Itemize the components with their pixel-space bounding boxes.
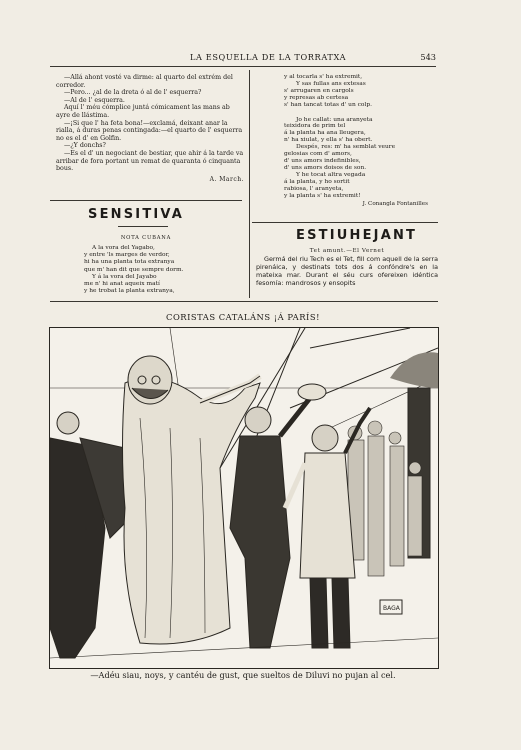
- story-ending: [56, 74, 244, 183]
- poem-line: Despés, res: m' ha semblat veure: [296, 144, 396, 151]
- poem-line: que m' han dit que sempre dorm.: [84, 266, 184, 273]
- poem-ending: [284, 74, 438, 208]
- poem-line: y entre 'ls marges de verdor,: [84, 252, 170, 259]
- poem-line: Y he tocat altra vegada: [296, 171, 366, 178]
- page-number: 543: [420, 52, 436, 62]
- column-divider: [249, 70, 250, 298]
- poem-line: n' ha xiulat, y ella s' ha obert.: [284, 137, 373, 144]
- paragraph: —¿Y donchs?: [64, 142, 106, 150]
- paragraph: —Es el d' un negociant de bestiar, que ahir á la tarde va arribar de fora portant un remat de quaranta ó cinquanta bous.: [56, 149, 244, 173]
- poem-line: teixidora de prim tel: [284, 123, 346, 130]
- poem-line: y la planta s' ha extremit!: [284, 192, 361, 199]
- paragraph: —Al de l' esquerra.: [64, 96, 125, 104]
- poem-line: A la vora del Yagabo,: [92, 245, 155, 251]
- paragraph: —Pero... ¿al de la dreta ó al de l' esquerra?: [64, 89, 202, 97]
- poem-line: gelosias com d' amors,: [284, 151, 352, 158]
- poem-line: á la planta ha ana lleugera,: [284, 130, 366, 137]
- poem-subtitle: NOTA CUBANA: [120, 235, 172, 241]
- signature: A. March.: [209, 175, 244, 183]
- poem-line: hi ha una planta tota extranya: [84, 259, 175, 266]
- illustration-drawing: [50, 328, 438, 668]
- header-rule: [50, 66, 436, 67]
- poem-line: me n' hi anat aqueix matí: [84, 281, 160, 288]
- publication-title: LA ESQUELLA DE LA TORRATXA: [190, 52, 347, 62]
- poem-line: Jo he callat: una aranyeta: [296, 116, 373, 123]
- article-subtitle: Tet amunt.—El Vernet: [309, 248, 385, 254]
- poem-body: [84, 245, 244, 295]
- paragraph: —¡Si que l' ha feta bona!—exclamá, deixant anar la rialla, á duras penas contingada:—el quarto de l' esquerra no es el d' en Golfin.: [56, 119, 243, 142]
- poem-line: rabiosa, l' aranyeta,: [284, 185, 344, 192]
- poem-title: SENSITIVA: [88, 207, 185, 222]
- illustration-caption: —Adéu siau, noys, y cantéu de gust, que sueltos de Diluvi no pujan al cel.: [90, 670, 396, 680]
- poem-line: d' uns amors doisos de son.: [284, 164, 367, 171]
- poem-line: d' uns amors indefinibles,: [284, 157, 361, 164]
- poem-line: á la planta, y ho sortit: [284, 178, 350, 185]
- title-rule: [118, 226, 168, 227]
- paragraph: Aquí l' méu cómplice juntá cómicament las mans ab ayre de llástima.: [56, 104, 230, 119]
- article-body: [256, 256, 438, 288]
- poem-line: s' arrugaren en cargols: [284, 87, 354, 94]
- poem-line: Y á la vora del Jayabo: [92, 273, 157, 280]
- section-rule: [50, 301, 438, 302]
- illustration-title: CORISTAS CATALÁNS ¡Á PARÍS!: [166, 312, 320, 322]
- sign-label: BAGA: [383, 605, 400, 612]
- page-header: [50, 52, 436, 66]
- poem-line: s' han tancat totas d' un colp.: [284, 101, 372, 108]
- paragraph: Germá del riu Tech es el Tet, fill com aquell de la serra pirenáica, y destinats tots dos á confóndre's en la mateixa mar. Durant el séu curs ofereixen idéntica fesomía: mandrosos y ensopits: [256, 255, 438, 287]
- poem-line: y represas ab certesa: [284, 94, 349, 101]
- article-title: ESTIUHEJANT: [296, 228, 418, 243]
- section-rule: [252, 222, 438, 223]
- poem-line: y he trobat la planta extranya,: [84, 288, 175, 295]
- poem-line: Y sas fullas ans extesas: [296, 80, 366, 87]
- illustration: [49, 327, 439, 669]
- paragraph: —Allá ahont vosté va dirme: al quarto del extrém del corredor.: [56, 74, 233, 89]
- poem-line: y al tocarla s' ha extremit,: [284, 74, 363, 80]
- signature: J. Conangla Fontanilles: [362, 201, 428, 208]
- section-rule: [50, 200, 242, 201]
